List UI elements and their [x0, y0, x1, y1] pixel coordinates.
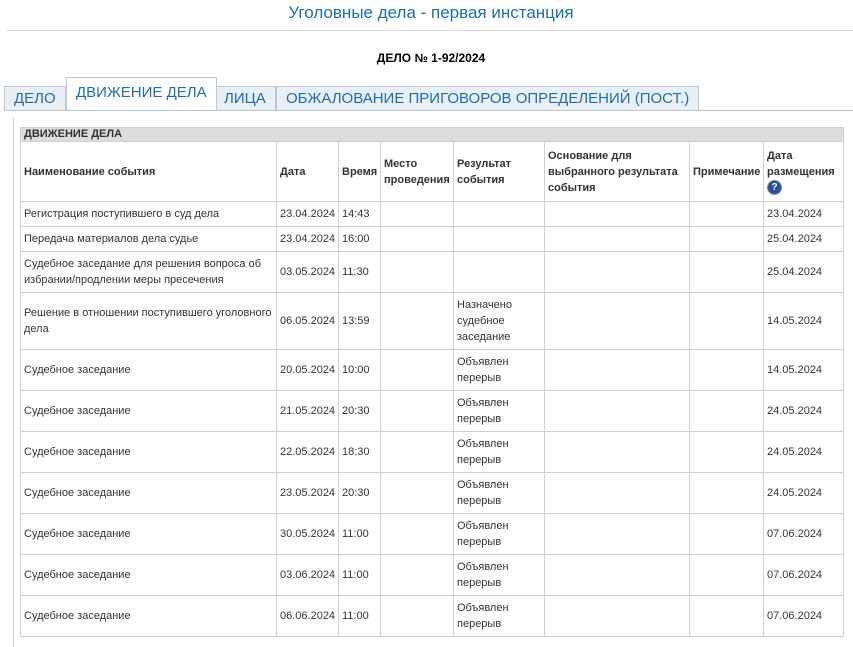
table-row — [21, 202, 844, 227]
cell-event: Судебное заседание — [21, 350, 277, 391]
column-header-posted — [764, 142, 844, 202]
table-row — [21, 227, 844, 252]
cell-time: 18:30 — [339, 432, 381, 473]
cell-place — [381, 227, 454, 252]
cell-result: Назначено судебное заседание — [454, 293, 545, 350]
cell-posted: 24.05.2024 — [764, 391, 844, 432]
cell-date: 30.05.2024 — [277, 514, 339, 555]
cell-posted: 07.06.2024 — [764, 514, 844, 555]
column-header-basis: Основание для выбранного результата события — [545, 142, 690, 202]
cell-date: 23.04.2024 — [277, 227, 339, 252]
tab-appeals[interactable]: ОБЖАЛОВАНИЕ ПРИГОВОРОВ ОПРЕДЕЛЕНИЙ (ПОСТ.) — [276, 86, 699, 110]
cell-date: 23.05.2024 — [277, 473, 339, 514]
cell-event: Судебное заседание — [21, 432, 277, 473]
cell-place — [381, 473, 454, 514]
cell-result: Объявлен перерыв — [454, 596, 545, 637]
table-row — [21, 596, 844, 637]
cell-event: Судебное заседание — [21, 473, 277, 514]
cell-time: 11:30 — [339, 252, 381, 293]
cell-date: 20.05.2024 — [277, 350, 339, 391]
cell-time: 14:43 — [339, 202, 381, 227]
cell-time: 20:30 — [339, 391, 381, 432]
cell-posted: 07.06.2024 — [764, 596, 844, 637]
cell-note — [690, 202, 764, 227]
cell-time: 10:00 — [339, 350, 381, 391]
cell-result: Объявлен перерыв — [454, 514, 545, 555]
table-row — [21, 432, 844, 473]
cell-note — [690, 252, 764, 293]
cell-time: 20:30 — [339, 473, 381, 514]
page-title: Уголовные дела - первая инстанция — [288, 3, 574, 22]
cell-time: 11:00 — [339, 514, 381, 555]
table-row — [21, 293, 844, 350]
cell-posted: 23.04.2024 — [764, 202, 844, 227]
cell-result: Объявлен перерыв — [454, 473, 545, 514]
cell-result — [454, 252, 545, 293]
cell-note — [690, 514, 764, 555]
cell-event: Судебное заседание для решения вопроса об избрании/продлении меры пресечения — [21, 252, 277, 293]
cell-basis — [545, 227, 690, 252]
cell-result — [454, 227, 545, 252]
table-row — [21, 252, 844, 293]
cell-note — [690, 227, 764, 252]
column-header-place: Место проведения — [381, 142, 454, 202]
cell-date: 22.05.2024 — [277, 432, 339, 473]
cell-place — [381, 293, 454, 350]
cell-place — [381, 432, 454, 473]
cell-note — [690, 293, 764, 350]
cell-basis — [545, 293, 690, 350]
cell-basis — [545, 202, 690, 227]
cell-place — [381, 202, 454, 227]
help-icon[interactable]: ? — [767, 180, 782, 195]
column-header-posted-label: Дата размещения — [767, 149, 835, 178]
tab-divider — [4, 110, 853, 111]
cell-result: Объявлен перерыв — [454, 391, 545, 432]
table-row — [21, 555, 844, 596]
cell-note — [690, 432, 764, 473]
table-row — [21, 350, 844, 391]
cell-basis — [545, 350, 690, 391]
events-table-body — [21, 202, 844, 637]
cell-note — [690, 350, 764, 391]
cell-date: 21.05.2024 — [277, 391, 339, 432]
tab-bar — [4, 78, 853, 110]
cell-posted: 25.04.2024 — [764, 252, 844, 293]
cell-date: 06.06.2024 — [277, 596, 339, 637]
cell-basis — [545, 391, 690, 432]
cell-note — [690, 555, 764, 596]
events-table — [20, 127, 844, 637]
cell-date: 23.04.2024 — [277, 202, 339, 227]
cell-event: Решение в отношении поступившего уголовного дела — [21, 293, 277, 350]
cell-event: Судебное заседание — [21, 391, 277, 432]
cell-event: Судебное заседание — [21, 555, 277, 596]
cell-date: 03.05.2024 — [277, 252, 339, 293]
cell-basis — [545, 555, 690, 596]
title-divider — [6, 30, 853, 31]
cell-time: 11:00 — [339, 555, 381, 596]
section-title: ДВИЖЕНИЕ ДЕЛА — [21, 128, 844, 142]
table-row — [21, 514, 844, 555]
cell-note — [690, 391, 764, 432]
column-header-time: Время — [339, 142, 381, 202]
tab-persons[interactable]: ЛИЦА — [214, 86, 276, 110]
cell-basis — [545, 514, 690, 555]
column-header-date: Дата — [277, 142, 339, 202]
cell-note — [690, 596, 764, 637]
cell-time: 16:00 — [339, 227, 381, 252]
cell-posted: 07.06.2024 — [764, 555, 844, 596]
cell-posted: 14.05.2024 — [764, 350, 844, 391]
cell-basis — [545, 596, 690, 637]
table-row — [21, 391, 844, 432]
cell-event: Судебное заседание — [21, 514, 277, 555]
cell-note — [690, 473, 764, 514]
cell-posted: 14.05.2024 — [764, 293, 844, 350]
table-row — [21, 473, 844, 514]
tab-case[interactable]: ДЕЛО — [4, 86, 66, 110]
cell-date: 06.05.2024 — [277, 293, 339, 350]
column-header-note: Примечание — [690, 142, 764, 202]
cell-result: Объявлен перерыв — [454, 350, 545, 391]
cell-event: Судебное заседание — [21, 596, 277, 637]
cell-place — [381, 596, 454, 637]
cell-time: 13:59 — [339, 293, 381, 350]
cell-event: Передача материалов дела судье — [21, 227, 277, 252]
column-header-result: Результат события — [454, 142, 545, 202]
cell-result — [454, 202, 545, 227]
cell-result: Объявлен перерыв — [454, 555, 545, 596]
cell-basis — [545, 473, 690, 514]
case-movement-panel — [13, 118, 853, 647]
cell-place — [381, 555, 454, 596]
cell-basis — [545, 432, 690, 473]
cell-place — [381, 514, 454, 555]
column-header-event: Наименование события — [21, 142, 277, 202]
cell-posted: 24.05.2024 — [764, 432, 844, 473]
cell-time: 11:00 — [339, 596, 381, 637]
cell-date: 03.06.2024 — [277, 555, 339, 596]
cell-posted: 24.05.2024 — [764, 473, 844, 514]
cell-place — [381, 252, 454, 293]
cell-place — [381, 391, 454, 432]
tab-case-movement[interactable]: ДВИЖЕНИЕ ДЕЛА — [66, 77, 217, 110]
cell-posted: 25.04.2024 — [764, 227, 844, 252]
cell-basis — [545, 252, 690, 293]
cell-result: Объявлен перерыв — [454, 432, 545, 473]
cell-event: Регистрация поступившего в суд дела — [21, 202, 277, 227]
cell-place — [381, 350, 454, 391]
case-number: ДЕЛО № 1-92/2024 — [376, 51, 486, 65]
